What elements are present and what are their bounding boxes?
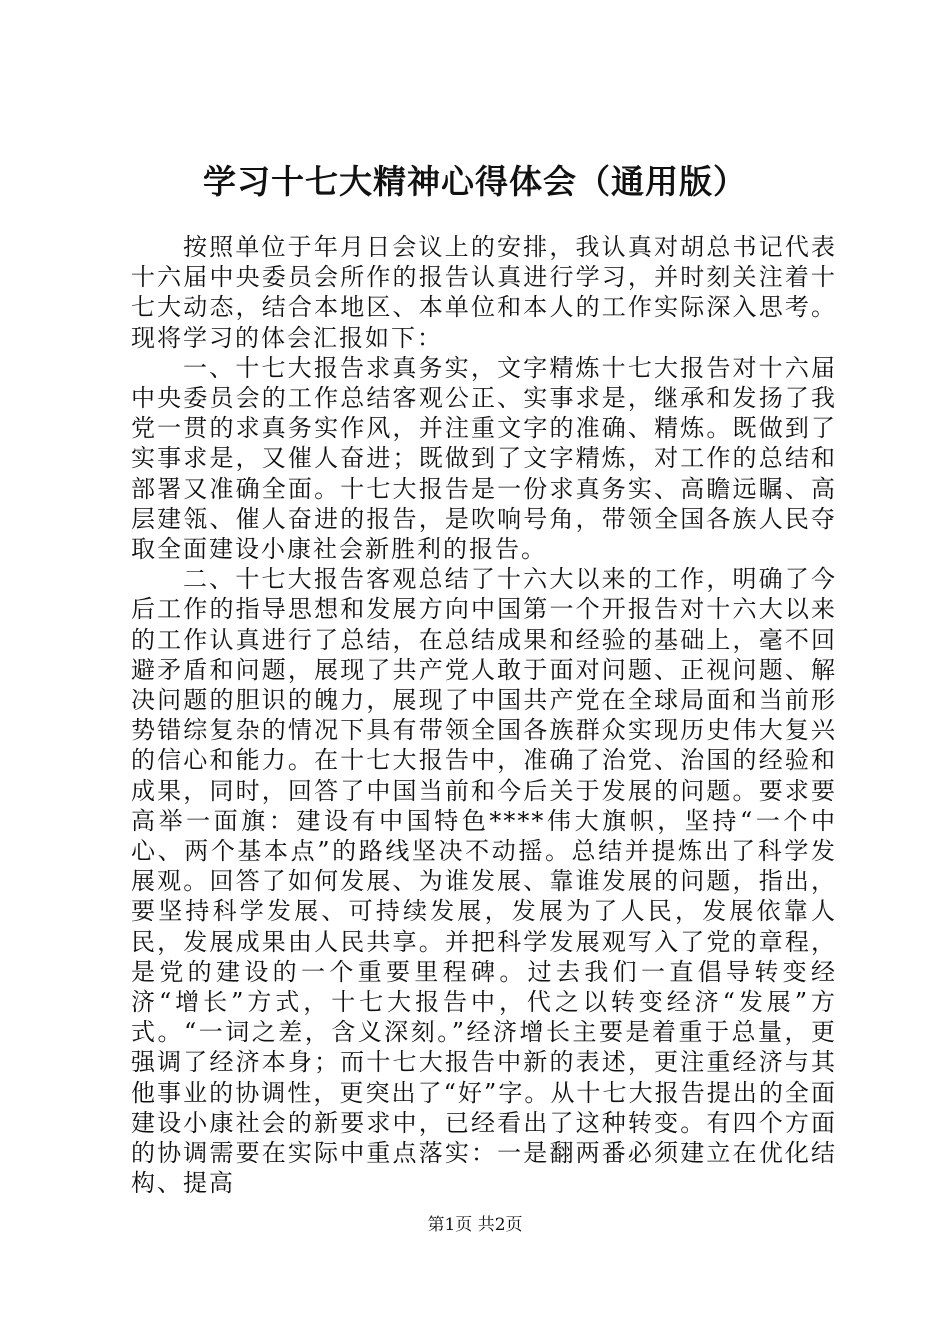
paragraph-section-two: 二、十七大报告客观总结了十六大以来的工作，明确了今后工作的指导思想和发展方向中国第一个开报告对十六大以来的工作认真进行了总结，在总结成果和经验的基础上，毫不回避矛盾和问题，展现了共产党人敢于面对问题、正视问题、解决问题的胆识的魄力，展现了中国共产党在全球局面和当前形势错综复杂的情况下具有带领全国各族群众实现历史伟大复兴的信心和能力。在十七大报告中，准确了治党、治国的经验和成果，同时，回答了中国当前和今后关于发展的问题。要求要高举一面旗：建设有中国特色****伟大旗帜，坚持“一个中心、两个基本点”的路线坚决不动摇。总结并提炼出了科学发展观。回答了如何发展、为谁发展、靠谁发展的问题，指出，要坚持科学发展、可持续发展，发展为了人民，发展依靠人民，发展成果由人民共享。并把科学发展观写入了党的章程，是党的建设的一个重要里程碑。过去我们一直倡导转变经济“增长”方式，十七大报告中，代之以转变经济“发展”方式。“一词之差，含义深刻。”经济增长主要是着重于总量，更强调了经济本身；而十七大报告中新的表述，更注重经济与其他事业的协调性，更突出了“好”字。从十七大报告提出的全面建设小康社会的新要求中，已经看出了这种转变。有四个方面的协调需要在实际中重点落实：一是翻两番必须建立在优化结构、提高 <box>131 565 837 1198</box>
paragraph-section-one: 一、十七大报告求真务实，文字精炼十七大报告对十六届中央委员会的工作总结客观公正、实事求是，继承和发扬了我党一贯的求真务实作风，并注重文字的准确、精炼。既做到了实事求是，又催人奋进；既做到了文字精炼，对工作的总结和部署又准确全面。十七大报告是一份求真务实、高瞻远瞩、高层建瓴、催人奋进的报告，是吹响号角，带领全国各族人民夺取全面建设小康社会新胜利的报告。 <box>131 353 837 564</box>
page-footer: 第1页 共2页 <box>427 1215 523 1235</box>
document-title: 学习十七大精神心得体会（通用版） <box>203 162 747 201</box>
paragraph-intro: 按照单位于年月日会议上的安排，我认真对胡总书记代表十六届中央委员会所作的报告认真进行学习，并时刻关注着十七大动态，结合本地区、本单位和本人的工作实际深入思考。现将学习的体会汇报如下： <box>131 233 837 352</box>
document-body <box>131 232 837 1199</box>
